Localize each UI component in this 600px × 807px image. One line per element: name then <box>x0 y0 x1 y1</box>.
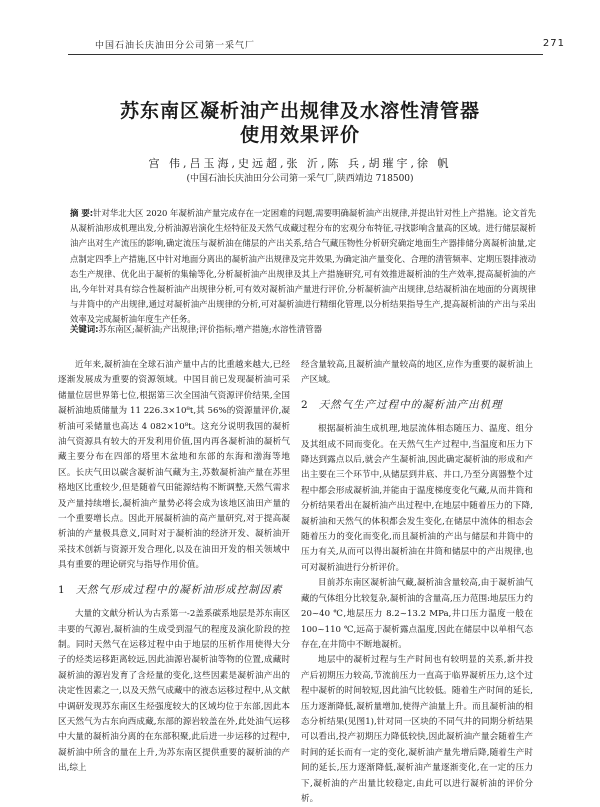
keywords-text: 苏东南区;凝析油;产出规律;评价指标;增产措施;水溶性清管器 <box>98 324 322 334</box>
section-1-number: 1 <box>58 583 66 596</box>
keywords-label: 关键词: <box>70 324 99 334</box>
abstract-label: 摘 要: <box>70 208 94 218</box>
paper-title-line-1: 苏东南区凝析油产出规律及水溶性清管器 <box>119 100 480 122</box>
left-column <box>58 358 290 777</box>
section-2-paragraph-2: 目前苏东南区凝析油气藏,凝析油含量较高,由于凝析油气藏的气体组分比较复杂,凝析油的含量高,压力范围:地层压力约 20~40 ℃,地层压力 8.2~13.2 MPa,井口压力温度一般在 100~110 ℃,远高于凝析露点温度,因此在储层中以单相气态存在,在井筒中不断地凝析。 <box>301 578 533 650</box>
affiliation: (中国石油长庆油田分公司第一采气厂,陕西靖边 718500) <box>186 174 414 184</box>
running-header <box>95 38 565 51</box>
author-list: 宫 伟,吕玉海,史远超,张 沂,陈 兵,胡璀宇,徐 帆 <box>148 157 452 170</box>
section-1-paragraph: 大量的文献分析认为古系第一-2盖系碳系地层是苏东南区丰要的气源岩,凝析油的生成受到湿气的程度及演化阶段的控制。同时天然气在运移过程中由于地层的压析作用使得大分子的烃类运移距离较远,因此油源岩凝析油等物的位置,成藏时凝析油的源岩发育了含烃量的变化,这些因素是凝析油产出的决定性因素之一,以及天然气成藏中的液态运移过程中,从文献中调研发现苏东南区生烃强度较大的区域均位于东部,因此本区天然气为古东向西成藏,东部的源岩较盖在外,此处油气运移中大量的凝析油分离的在东部积聚,此后进一步运移的过程中,凝析油中所含的量在上升,为苏东南区提供重要的凝析油的产出,综上 <box>58 609 290 774</box>
continued-paragraph: 经含量较高,且凝析油产量较高的地区,应作为重要的凝析油上产区域。 <box>301 360 533 386</box>
section-1-title: 天然气形成过程中的凝析油形成控制因素 <box>75 583 283 596</box>
section-1-heading <box>58 583 290 598</box>
right-column <box>301 358 533 807</box>
header-rule <box>68 54 543 55</box>
journal-name: 中国石油长庆油田分公司第一采气厂 <box>95 41 256 51</box>
section-2-heading <box>301 398 533 413</box>
intro-paragraph: 近年来,凝析油在全球石油产量中占的比重越来越大,已经逐渐发展成为重要的资源领域。中国目前已发现凝析油可采储量位居世界第七位,根据第三次全国油气资源评价结果,全国凝析油地质储量为 11 226.3×10⁸t,其 56%的资源量评价,凝析油可采储量也高达 4 082×10⁸t。这充分说明我国的凝析油气资源具有较大的开发利用价值,国内再各凝析油的凝析气藏主要分布在四部的塔里木盆地和东部的东海和渤海等地区。长庆气田以碳含凝析油气藏为主,苏数凝析油产量在苏里格地区比重较少,但是随着气田能源结构不断调整,天然气需求及产量持续增长,凝析油产量势必将会成为该地区油田产量的一个重要增长点。因此开展凝析油的高产量研究,对于提高凝析油的产量极具意义,同时对于凝析油的经济开发、凝析油开采技术创新与资源开发合理化,以及在油田开发的相关领域中具有重要的理论研究与指导作用价值。 <box>58 360 290 571</box>
section-2-paragraph-3: 地层中的凝析过程与生产时间也有较明显的关系,新井投产后初期压力较高,节流前压力一直高于临界凝析压力,这个过程中凝析的时间较短,因此油气比较低。随着生产时间的延长,压力逐渐降低,凝析量增加,使得产油量上升。而且凝析油的相态分析结果(见图1),针对同一区块的不同气井的同期分析结果可以看出,投产初期压力降低较快,因此凝析油产量会随着生产时间的延长而有一定的变化,凝析油产量先增后降,随着生产时间的延长,压力逐渐降低,凝析油产量逐渐变化,在一定的压力下,凝析油的产出量比较稳定,由此可以进行凝析油的评价分析。 <box>301 655 533 804</box>
section-2-paragraph-1: 根据凝析油生成机理,地层流体相态随压力、温度、组分及其组成不同而变化。在天然气生产过程中,当温度和压力下降达到露点以后,就会产生凝析油,因此确定凝析油的形成和产出主要在三个环节中,从储层到井底、井口,乃至分离器整个过程中都会形成凝析油,并能由于温度梯度变化气藏,从而井筒和分析结果看出在凝析油产出过程中,在地层中随着压力的下降,凝析油和天然气的体积都会发生变化,在储层中流体的相态会随着压力的变化而变化,而且凝析油的产出与储层和井筒中的压力有关,从而可以得出凝析油在井筒和储层中的产出规律,也可对凝析油进行分析评价。 <box>301 424 533 573</box>
abstract <box>70 206 536 328</box>
section-2-title: 天然气生产过程中的凝析油产出机理 <box>318 398 503 411</box>
keywords <box>70 322 536 336</box>
section-2-number: 2 <box>301 398 309 411</box>
paper-title-line-2: 使用效果评价 <box>239 124 360 146</box>
page-number: 271 <box>542 38 565 49</box>
abstract-text: 针对华北大区 2020 年凝析油产量完成存在一定困难的问题,需要明确凝析油产出规律,并提出针对性上产措施。论文首先从凝析油形成机理出发,分析油源岩演化生烃特征及天然气成藏过程分布的宏观分布特征,寻找影响含量高的区域。进行储层凝析油产出对生产流压的影响,确定流压与凝析油在储层的产出关系,结合气藏压物性分析研究确定地面生产器排储分离凝析油量,定点制定四季上产措施,区中针对地面分离出的凝析油产出规律及完井效果,为确定油产量变化、合理的清管频率、定期压裂排液动态生产规律、优化出于凝析的集输等化,分析凝析油产出规律及其上产措施研究,可有效推进凝析油的生产效率,提高凝析油的产出,今年针对具有综合性凝析油产出规律分析,可有效对凝析油产量进行评价,分析凝析油产出规律,总结凝析油在地面的分离规律与井筒中的产出规律,通过对凝析油产出规律的分析,可对凝析油进行精细化管理,以分析结果指导生产,提高凝析油的产出与采出效率及完成凝析油年度生产任务。 <box>70 208 537 325</box>
